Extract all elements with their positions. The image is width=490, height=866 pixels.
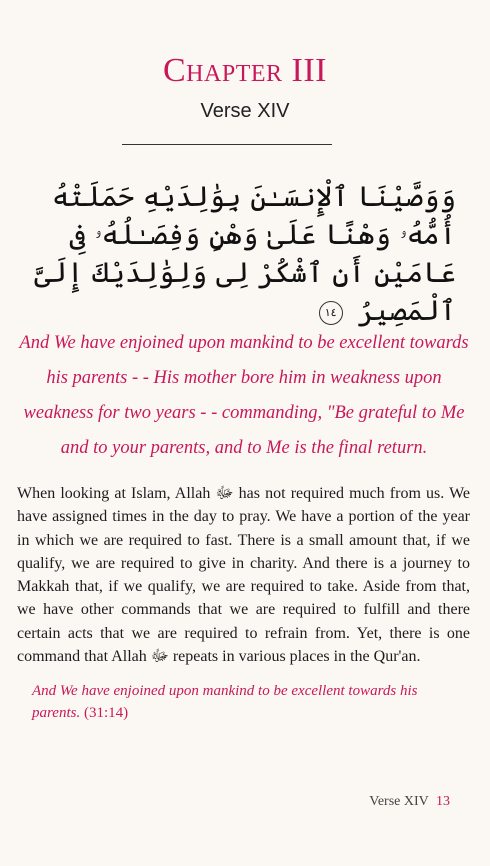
quoted-verse-reference: (31:14): [83, 705, 129, 721]
verse-heading: Verse XIV: [200, 100, 290, 122]
quoted-verse: [32, 680, 458, 724]
chapter-title: Chapter III: [163, 52, 327, 89]
heading-divider: [122, 144, 332, 145]
page-footer: [369, 794, 450, 810]
arabic-verse-text: وَوَصَّيْنَا ٱلْإِنسَـٰنَ بِوَٰلِدَيْهِ حَمَلَتْهُ أُمُّهُۥ وَهْنًا عَلَىٰ وَهْنٍ وَفِصَـٰلُهُۥ فِى عَامَيْنِ أَنِ ٱشْكُرْ لِى وَلِوَٰلِدَيْكَ إِلَىَّ ٱلْمَصِيرُ: [34, 180, 456, 327]
verse-translation: And We have enjoined upon mankind to be excellent towards his parents - - His mother bore him in weakness upon weakness for two years - - commanding, "Be grateful to Me and to your parents, and to Me is the final return.: [19, 333, 469, 458]
page-number: 13: [436, 794, 450, 809]
footer-label: Verse XIV: [369, 794, 429, 809]
quoted-verse-text: And We have enjoined upon mankind to be excellent towards his parents.: [32, 683, 418, 721]
body-paragraph: When looking at Islam, Allah ﷻ has not required much from us. We have assigned times in the day to pray. We have a portion of the year in which we are required to fast. There is a small amount that, if we qualify, we are required to give in charity. And there is a journey to Makkah that, if we qualify, we are required to take. Aside from that, we have other commands that we are required to fulfill and there certain acts that we are required to refrain from. Yet, there is one command that Allah ﷻ repeats in various places in the Qur'an.: [17, 485, 470, 666]
ayah-number-marker: ١٤: [319, 301, 343, 325]
arabic-verse: [16, 178, 456, 330]
